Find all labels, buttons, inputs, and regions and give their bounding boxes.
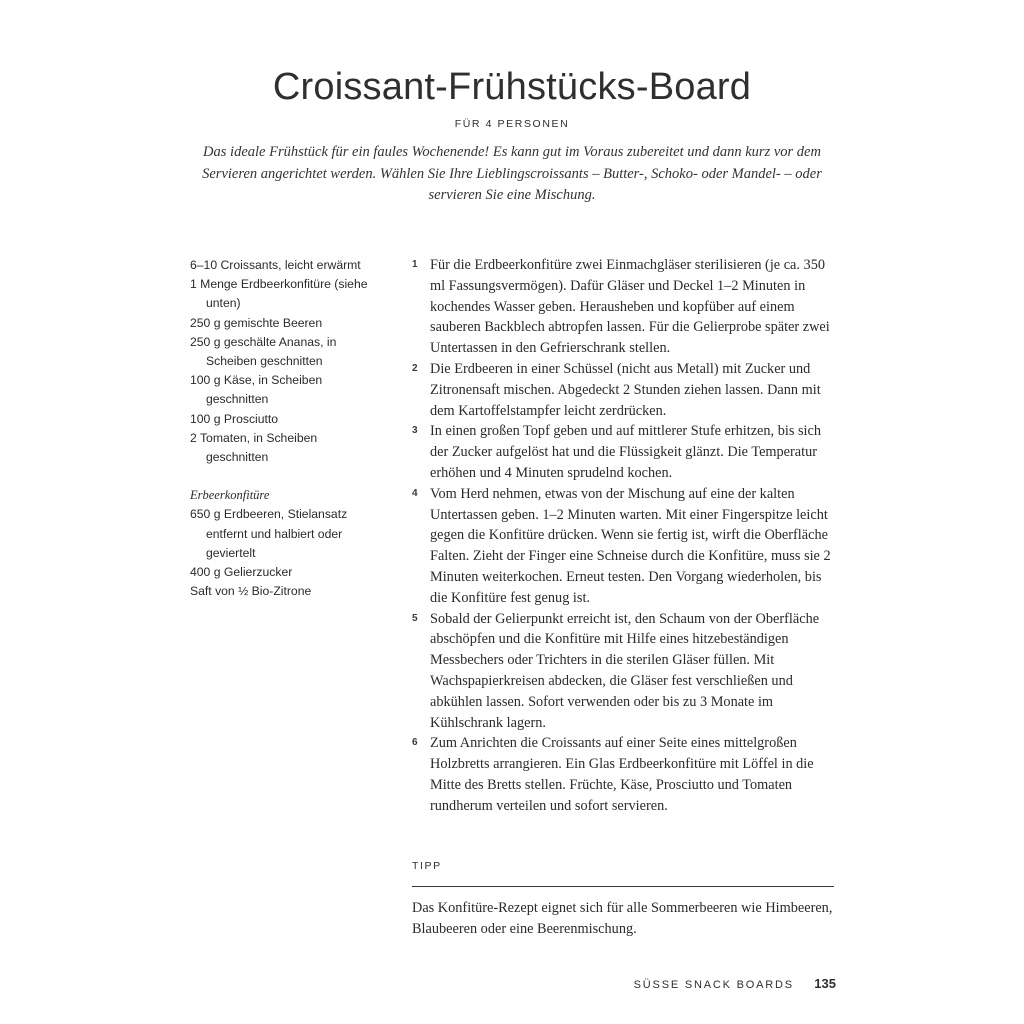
ingredient-item: 100 g Käse, in Scheiben geschnitten bbox=[190, 373, 323, 407]
ingredient-item: 6–10 Croissants, leicht erwärmt bbox=[190, 258, 361, 272]
ingredient-item: 100 g Prosciutto bbox=[190, 411, 279, 426]
step-number: 4 bbox=[412, 487, 418, 499]
method-step bbox=[412, 255, 838, 359]
method-step bbox=[412, 359, 838, 421]
servings-label: FÜR 4 PERSONEN bbox=[454, 118, 570, 130]
step-text: Vom Herd nehmen, etwas von der Mischung auf eine der kalten Untertassen geben. 1–2 Minuten warten. Mit einer Fingerspitze leicht gegen die Konfitüre drücken. Wenn sie fertig ist, wirft die Oberfläche Falten. Zieht der Finger eine Schneise durch die Konfitüre, muss sie 2 Minuten weiterkochen. Erneut testen. Den Vorgang wiederholen, bis die Konfitüre fest genug ist. bbox=[430, 485, 831, 606]
ingredients-list bbox=[190, 256, 380, 601]
jam-ingredient-item: 400 g Gelierzucker bbox=[190, 565, 293, 580]
tip-label: TIPP bbox=[412, 860, 442, 872]
tip-divider bbox=[412, 886, 834, 887]
recipe-title: Croissant-Frühstücks-Board bbox=[272, 66, 752, 108]
step-text: Sobald der Gelierpunkt erreicht ist, den Schaum von der Oberfläche abschöpfen und die Konfitüre mit Hilfe eines hitzebeständigen Messbechers oder Trichters in die sterilen Gläser füllen. Mit Wachspapierkreisen abdecken, die Gläser fest verschließen und abkühlen lassen. Sofort verwenden oder bis zu 3 Monate im Kühlschrank lagern. bbox=[430, 610, 820, 731]
method-step bbox=[412, 733, 838, 816]
step-number: 6 bbox=[412, 737, 418, 749]
page-number: 135 bbox=[814, 976, 836, 991]
step-text: In einen großen Topf geben und auf mittlerer Stufe erhitzen, bis sich der Zucker aufgelöst hat und die Flüssigkeit glänzt. Die Temperatur erhöhen und 4 Minuten sprudelnd kochen. bbox=[430, 423, 821, 481]
recipe-intro: Das ideale Frühstück für ein faules Wochenende! Es kann gut im Voraus zubereitet und dann kurz vor dem Servieren angerichtet werden. Wählen Sie Ihre Lieblingscroissants – Butter-, Schoko- oder Mandel- – oder servieren Sie eine Mischung. bbox=[202, 144, 822, 203]
method-step bbox=[412, 484, 838, 609]
ingredient-item: 1 Menge Erdbeerkonfitüre (siehe unten) bbox=[190, 277, 368, 311]
step-number: 2 bbox=[412, 362, 418, 374]
step-number: 3 bbox=[412, 425, 418, 437]
step-text: Zum Anrichten die Croissants auf einer Seite eines mittelgroßen Holzbretts arrangieren. Ein Glas Erdbeerkonfitüre mit Löffel in die Mitte des Bretts stellen. Früchte, Käse, Prosciutto und Tomaten rundherum verteilen und sofort servieren. bbox=[430, 735, 814, 814]
ingredient-item: 2 Tomaten, in Scheiben geschnitten bbox=[190, 430, 318, 465]
method-step bbox=[412, 609, 838, 734]
step-number: 1 bbox=[412, 259, 418, 270]
ingredient-item: 250 g geschälte Ananas, in Scheiben geschnitten bbox=[190, 334, 337, 369]
page-footer bbox=[634, 975, 836, 993]
method-step bbox=[412, 421, 838, 483]
tip-text: Das Konfitüre-Rezept eignet sich für alle Sommerbeeren wie Himbeeren, Blaubeeren oder eine Beerenmischung. bbox=[412, 900, 833, 937]
jam-ingredients-heading: Erbeerkonfitüre bbox=[190, 488, 270, 503]
ingredient-item: 250 g gemischte Beeren bbox=[190, 315, 323, 330]
step-number: 5 bbox=[412, 612, 418, 624]
jam-ingredient-item: Saft von ½ Bio-Zitrone bbox=[190, 584, 312, 599]
section-name: SÜSSE SNACK BOARDS bbox=[633, 979, 794, 991]
jam-ingredient-item: 650 g Erdbeeren, Stielansatz entfernt und halbiert oder geviertelt bbox=[190, 507, 348, 560]
step-text: Für die Erdbeerkonfitüre zwei Einmachgläser sterilisieren (je ca. 350 ml Fassungsvermögen). Dafür Gläser und Deckel 1–2 Minuten in kochendes Wasser geben. Herausheben und kopfüber auf einem sauberen Backblech abtropfen lassen. Für die Gelierprobe später zwei Untertassen in den Gefrierschrank stellen. bbox=[430, 257, 830, 357]
step-text: Die Erdbeeren in einer Schüssel (nicht aus Metall) mit Zucker und Zitronensaft mischen. Abgedeckt 2 Stunden ziehen lassen. Dann mit dem Kartoffelstampfer leicht zerdrücken. bbox=[430, 360, 821, 419]
method-steps bbox=[412, 255, 838, 817]
